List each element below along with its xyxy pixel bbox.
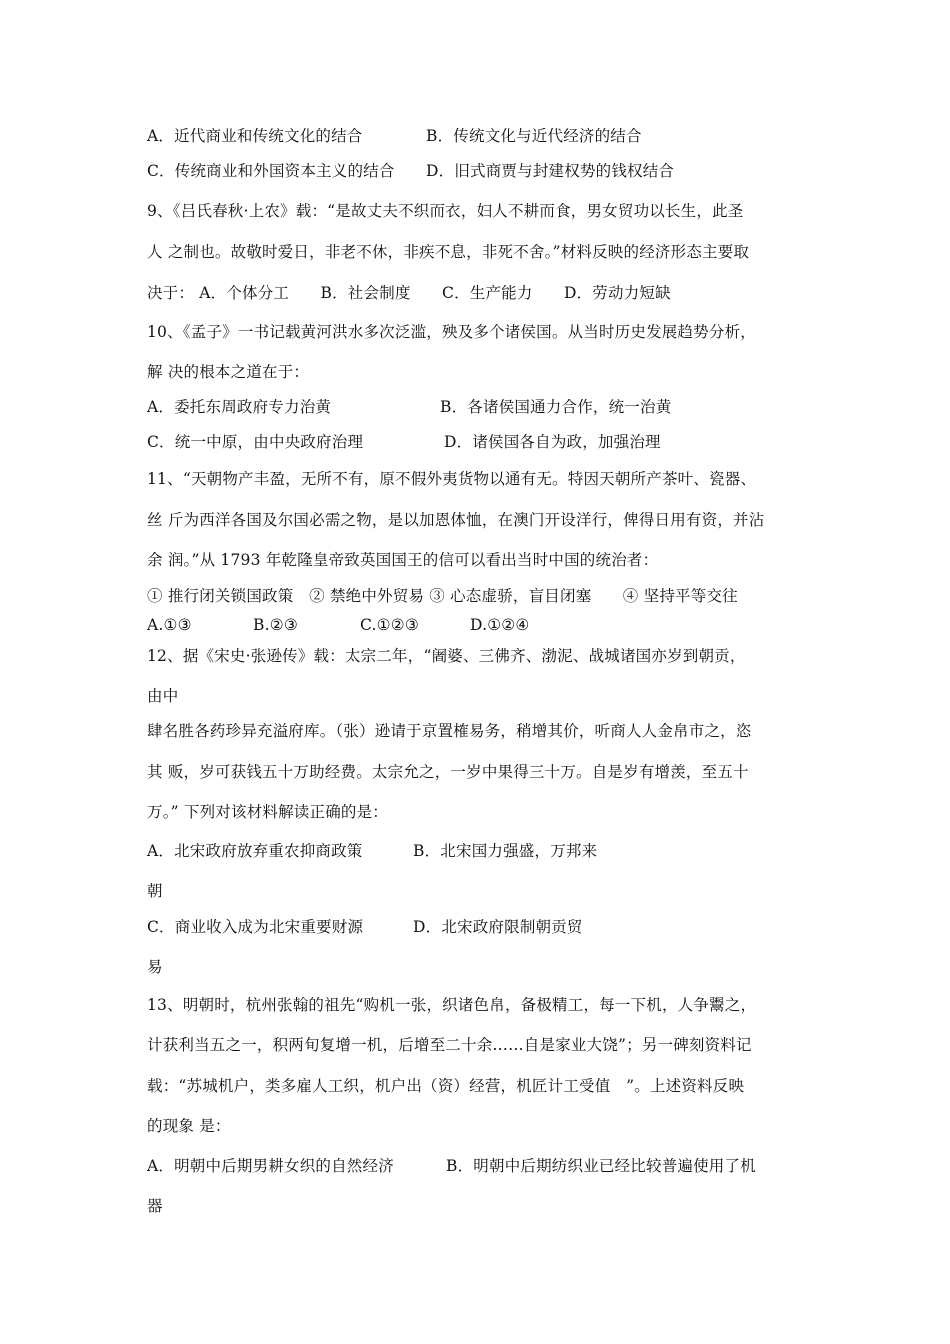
answer-option: B.②③ bbox=[253, 616, 298, 634]
text-line: 解 决的根本之道在于： bbox=[147, 363, 310, 381]
answer-option: A．北宋政府放弃重农抑商政策 bbox=[147, 842, 363, 860]
text-line: 器 bbox=[147, 1197, 163, 1215]
text-line: 其 贩，岁可获钱五十万助经费。太宗允之，一岁中果得三十万。自是岁有增羡，至五十 bbox=[147, 763, 749, 781]
answer-option: A．近代商业和传统文化的结合 bbox=[147, 127, 363, 145]
answer-option: A．明朝中后期男耕女织的自然经济 bbox=[147, 1157, 394, 1175]
text-line: 人 之制也。故敬时爱日，非老不休，非疾不息，非死不舍。”材料反映的经济形态主要取 bbox=[147, 243, 750, 261]
text-line: 决于： A．个体分工 B．社会制度 C．生产能力 D．劳动力短缺 bbox=[147, 284, 671, 302]
text-line: 丝 斤为西洋各国及尔国必需之物，是以加恩体恤，在澳门开设洋行，俾得日用有资，并沾 bbox=[147, 511, 765, 529]
text-line: 万。” 下列对该材料解读正确的是： bbox=[147, 803, 389, 821]
answer-option: C．商业收入成为北宋重要财源 bbox=[147, 918, 364, 936]
text-line: 9、《吕氏春秋·上农》载：“是故丈夫不织而衣，妇人不耕而食，男女贸功以长生，此圣 bbox=[147, 202, 744, 220]
text-line: 11、“天朝物产丰盈，无所不有，原不假外夷货物以通有无。特因天朝所产茶叶、瓷器、 bbox=[147, 470, 757, 488]
answer-option: B．传统文化与近代经济的结合 bbox=[426, 127, 642, 145]
answer-option: D.①②④ bbox=[470, 616, 530, 634]
answer-option: D．诸侯国各自为政，加强治理 bbox=[444, 433, 661, 451]
text-line: 13、明朝时，杭州张翰的祖先“购机一张，织诸色帛，备极精工，每一下机，人争鬻之， bbox=[147, 996, 757, 1014]
text-line: 肆名胜各药珍异充溢府库。（张）逊请于京置榷易务，稍增其价，听商人人金帛市之，恣 bbox=[147, 722, 752, 740]
answer-option: C.①②③ bbox=[360, 616, 419, 634]
answer-option: C．传统商业和外国资本主义的结合 bbox=[147, 162, 395, 180]
text-line: 余 润。”从 1793 年乾隆皇帝致英国国王的信可以看出当时中国的统治者： bbox=[147, 551, 659, 569]
answer-option: C．统一中原，由中央政府治理 bbox=[147, 433, 364, 451]
answer-option: D．北宋政府限制朝贡贸 bbox=[413, 918, 583, 936]
answer-option: A．委托东周政府专力治黄 bbox=[147, 398, 332, 416]
answer-option: B．各诸侯国通力合作，统一治黄 bbox=[440, 398, 672, 416]
text-line: 的现象 是： bbox=[147, 1117, 231, 1135]
text-line: 12、据《宋史·张逊传》载：太宗二年，“阇婆、三佛齐、渤泥、战城诸国亦岁到朝贡， bbox=[147, 647, 746, 665]
answer-option: A.①③ bbox=[147, 616, 192, 634]
answer-option: B．北宋国力强盛，万邦来 bbox=[413, 842, 598, 860]
answer-option: B．明朝中后期纺织业已经比较普遍使用了机 bbox=[446, 1157, 756, 1175]
text-line: 10、《孟子》一书记载黄河洪水多次泛滥，殃及多个诸侯国。从当时历史发展趋势分析， bbox=[147, 323, 756, 341]
answer-option: D．旧式商贾与封建权势的钱权结合 bbox=[426, 162, 675, 180]
text-line: 计获利当五之一，积两旬复增一机，后增至二十余……自是家业大饶”；另一碑刻资料记 bbox=[147, 1036, 752, 1054]
text-line: 朝 bbox=[147, 882, 163, 900]
text-line: 由中 bbox=[147, 687, 179, 705]
text-line: 易 bbox=[147, 958, 163, 976]
text-line: 载：“苏城机户，类多雇人工织，机户出（资）经营，机匠计工受值 ”。上述资料反映 bbox=[147, 1077, 745, 1095]
text-line: ① 推行闭关锁国政策 ② 禁绝中外贸易 ③ 心态虚骄，盲目闭塞 ④ 坚持平等交往 bbox=[147, 587, 738, 605]
